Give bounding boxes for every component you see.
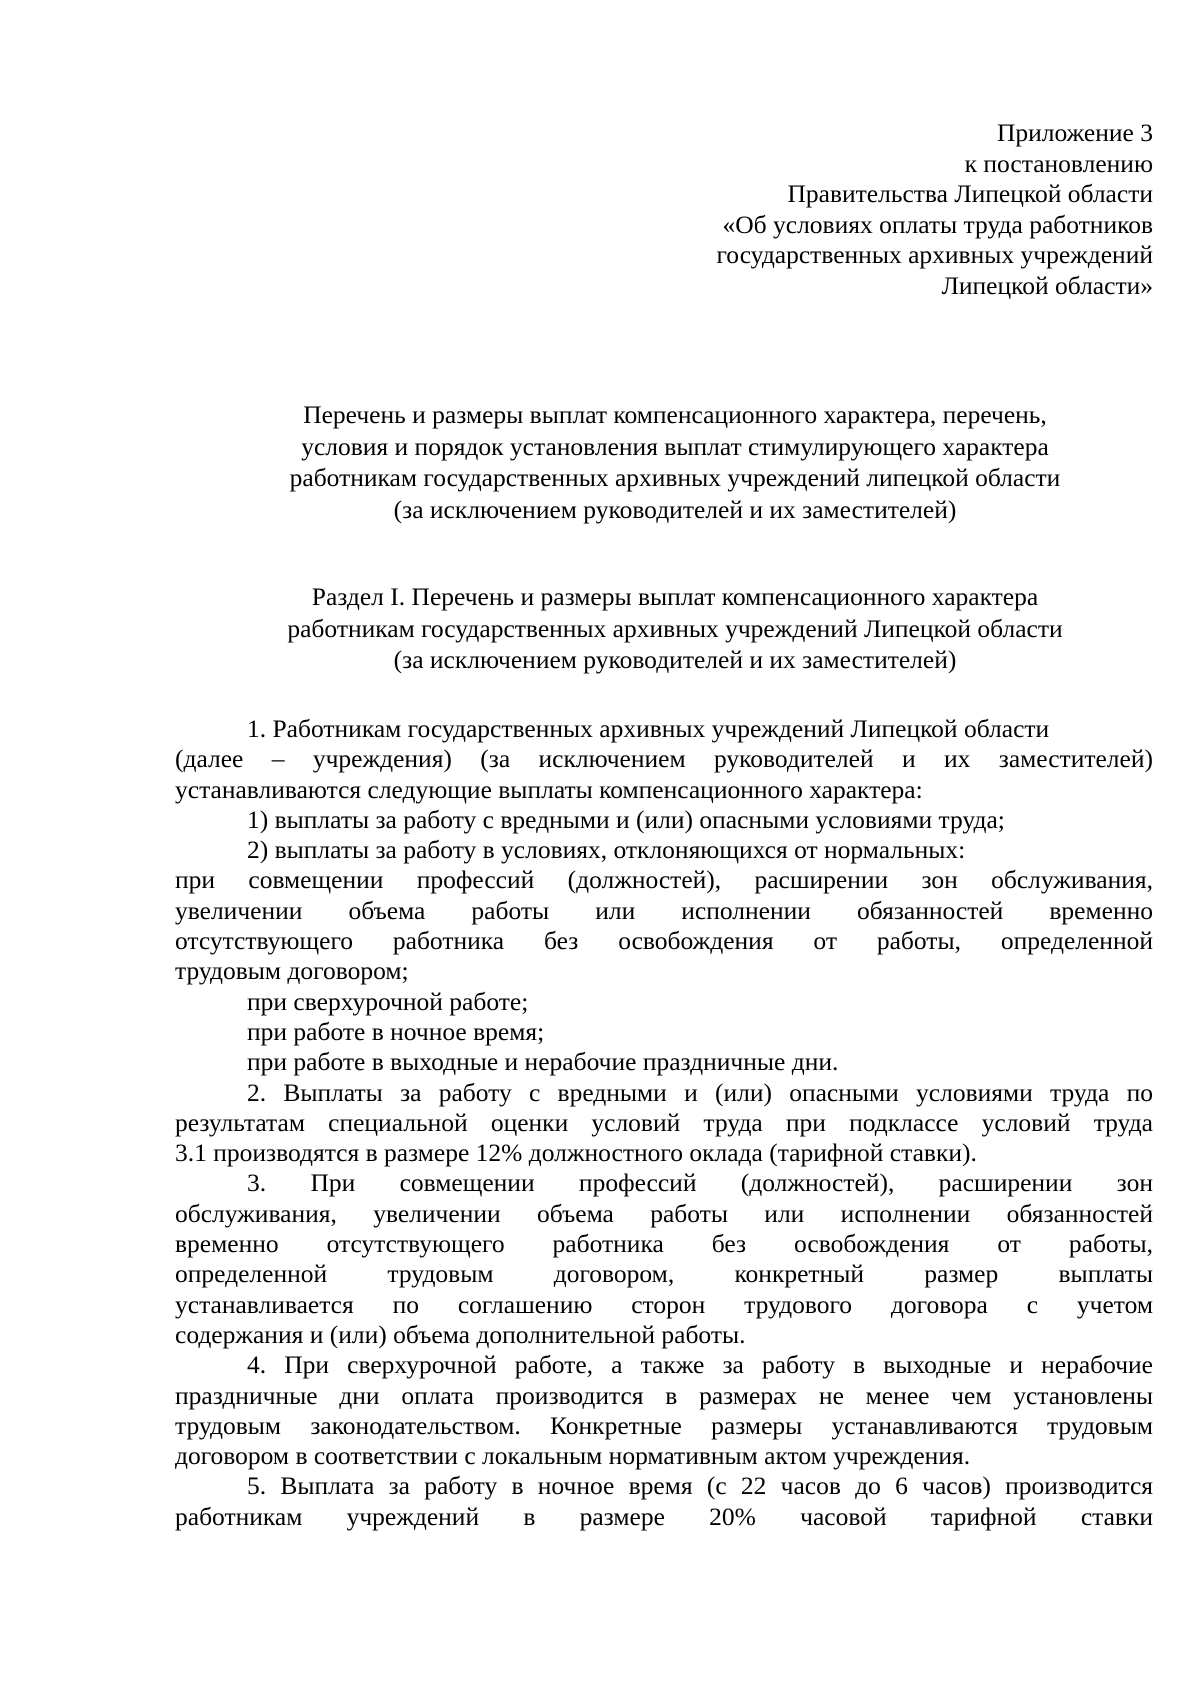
title-line: условия и порядок установления выплат стимулирующего характера — [301, 431, 1049, 461]
paragraph-line: (далее – учреждения) (за исключением руководителей и их заместителей) — [175, 744, 1153, 774]
paragraph-line: 3. При совмещении профессий (должностей), расширении зон — [247, 1168, 1153, 1198]
paragraph-line: трудовым законодательством. Конкретные размеры устанавливаются трудовым — [175, 1410, 1153, 1440]
appendix-header — [560, 118, 1153, 302]
paragraph-line: 3.1 производятся в размере 12% должностного оклада (тарифной ставки). — [175, 1138, 977, 1168]
appendix-line: Правительства Липецкой области — [787, 179, 1153, 209]
paragraph-line: праздничные дни оплата производится в размерах не менее чем установлены — [175, 1380, 1153, 1410]
paragraph-line: определенной трудовым договором, конкретный размер выплаты — [175, 1259, 1153, 1289]
appendix-line: Приложение 3 — [997, 118, 1153, 147]
paragraph-line: устанавливаются следующие выплаты компенсационного характера: — [175, 774, 923, 804]
document-title — [175, 399, 1175, 525]
paragraph-line: увеличении объема работы или исполнении обязанностей временно — [175, 895, 1153, 925]
section-heading-line: работникам государственных архивных учреждений Липецкой области — [287, 613, 1063, 643]
appendix-line: «Об условиях оплаты труда работников — [722, 209, 1153, 239]
paragraph-line: при сверхурочной работе; — [247, 986, 529, 1016]
paragraph-line: временно отсутствующего работника без освобождения от работы, — [175, 1229, 1153, 1259]
section-heading-line: Раздел I. Перечень и размеры выплат компенсационного характера — [311, 582, 1039, 611]
paragraph-line: результатам специальной оценки условий труда при подклассе условий труда — [175, 1107, 1153, 1137]
appendix-line: Липецкой области» — [941, 270, 1153, 300]
paragraph-line: отсутствующего работника без освобождения от работы, определенной — [175, 926, 1153, 956]
paragraph-line: при работе в выходные и нерабочие праздничные дни. — [247, 1047, 839, 1077]
paragraph-line: трудовым договором; — [175, 956, 409, 986]
section-heading — [175, 581, 1175, 676]
paragraph-line: 1) выплаты за работу с вредными и (или) опасными условиями труда; — [247, 804, 1005, 834]
paragraph-line: 5. Выплата за работу в ночное время (с 22 часов до 6 часов) производится — [247, 1471, 1153, 1501]
paragraph-line: 1. Работникам государственных архивных учреждений Липецкой области — [247, 714, 1050, 743]
paragraph-line: 2) выплаты за работу в условиях, отклоняющихся от нормальных: — [247, 835, 966, 865]
appendix-line: к постановлению — [964, 148, 1153, 178]
paragraph-line: работникам учреждений в размере 20% часовой тарифной ставки — [175, 1501, 1153, 1531]
section-heading-line: (за исключением руководителей и их заместителей) — [393, 645, 957, 674]
title-line: (за исключением руководителей и их заместителей) — [393, 494, 957, 524]
paragraph-line: 4. При сверхурочной работе, а также за работу в выходные и нерабочие — [247, 1350, 1153, 1380]
paragraph-line: при работе в ночное время; — [247, 1016, 545, 1046]
paragraph-line: устанавливается по соглашению сторон трудового договора с учетом — [175, 1289, 1153, 1319]
paragraph-line: при совмещении профессий (должностей), расширении зон обслуживания, — [175, 865, 1153, 895]
paragraph-line: обслуживания, увеличении объема работы или исполнении обязанностей — [175, 1198, 1153, 1228]
paragraph-line: содержания и (или) объема дополнительной работы. — [175, 1319, 746, 1349]
body-text — [175, 714, 1153, 1532]
title-line: работникам государственных архивных учреждений липецкой области — [289, 463, 1061, 492]
paragraph-line: 2. Выплаты за работу с вредными и (или) опасными условиями труда по — [247, 1077, 1153, 1107]
appendix-line: государственных архивных учреждений — [716, 240, 1153, 270]
paragraph-line: договором в соответствии с локальным нормативным актом учреждения. — [175, 1441, 971, 1471]
title-line: Перечень и размеры выплат компенсационного характера, перечень, — [303, 400, 1047, 429]
